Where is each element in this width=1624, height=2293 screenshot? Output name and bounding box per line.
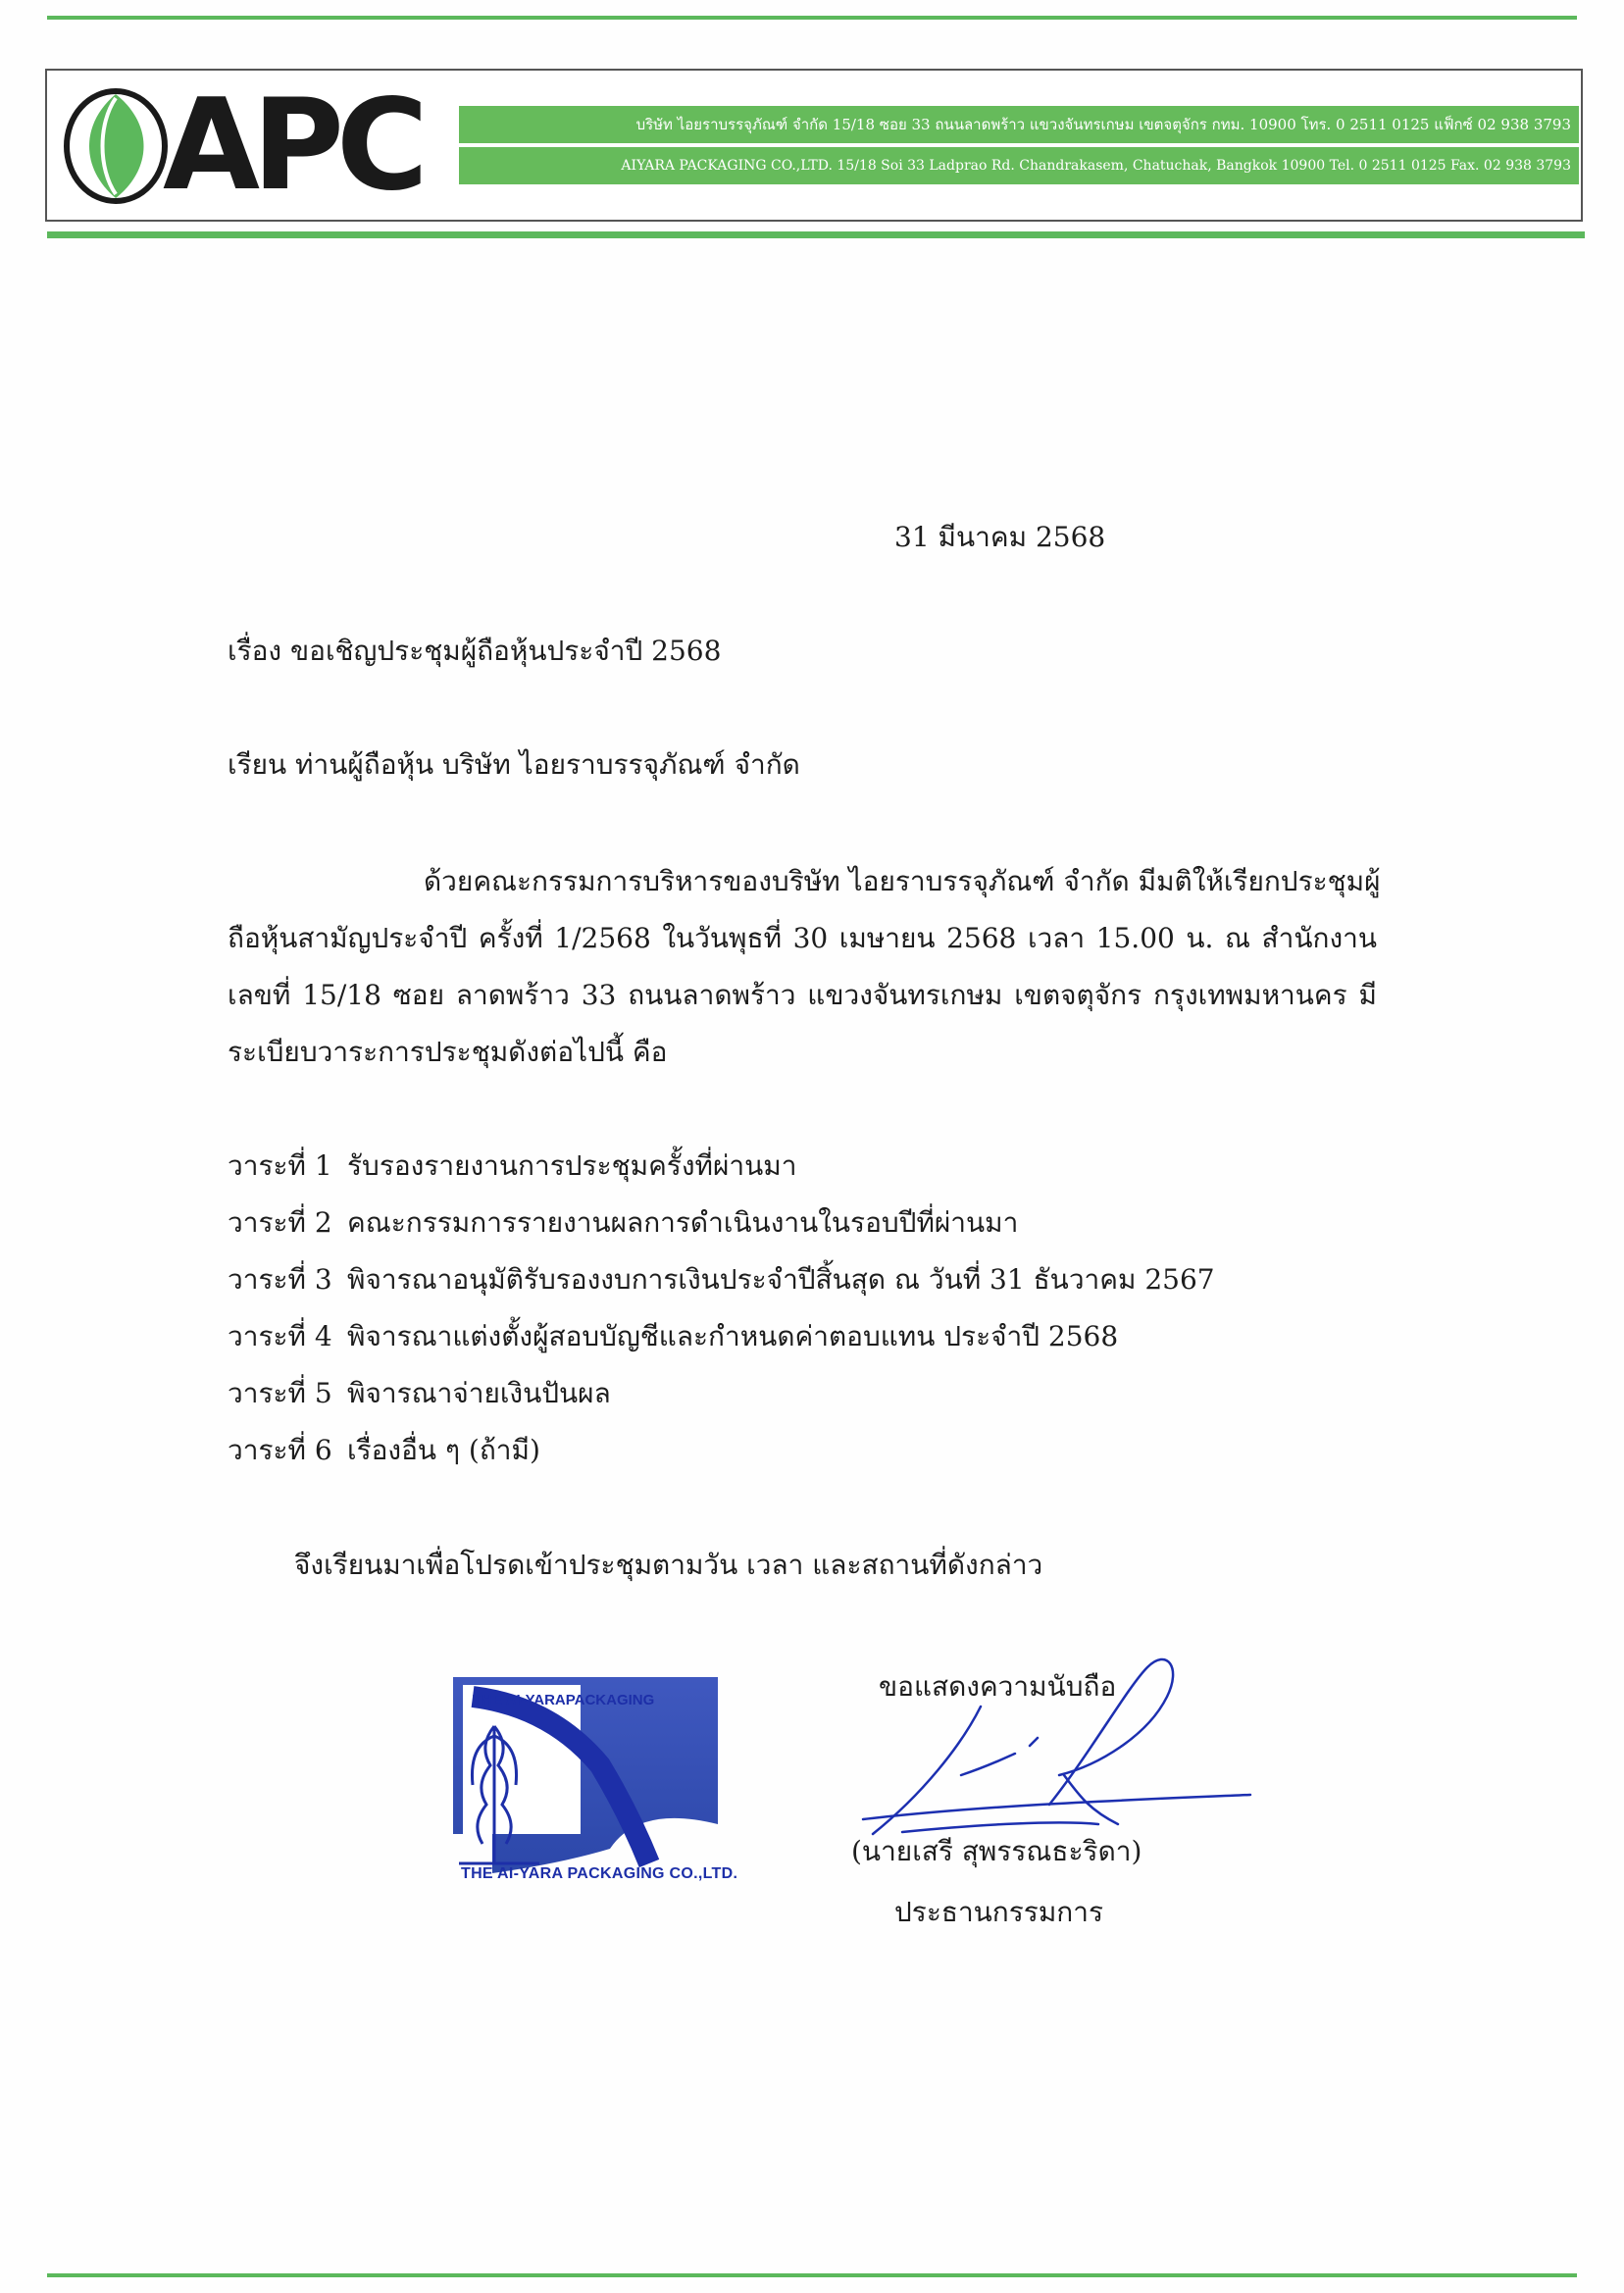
agenda-number: วาระที่ 5: [228, 1377, 332, 1409]
agenda-number: วาระที่ 2: [228, 1206, 332, 1239]
handwritten-signature: [843, 1628, 1255, 1854]
agenda-text: คณะกรรมการรายงานผลการดำเนินงานในรอบปีที่ผ่านมา: [347, 1206, 1019, 1239]
agenda-text: พิจารณาอนุมัติรับรองงบการเงินประจำปีสิ้นสุด ณ วันที่ 31 ธันวาคม 2567: [347, 1263, 1215, 1296]
signer-title: ประธานกรรมการ: [894, 1896, 1104, 1928]
company-address-box: [459, 106, 1579, 184]
agenda-item: [228, 1365, 1215, 1422]
bottom-rule: [47, 2273, 1577, 2277]
stamp-caption: THE AI-YARA PACKAGING CO.,LTD.: [461, 1865, 738, 1882]
agenda-item: [228, 1195, 1215, 1251]
agenda-item: [228, 1251, 1215, 1308]
letterhead: [45, 69, 1583, 222]
body-line: ถือหุ้นสามัญประจำปี ครั้งที่ 1/2568 ในวันพุธที่ 30 เมษายน 2568 เวลา 15.00 น. ณ สำนักงาน: [228, 922, 1377, 954]
body-line: เลขที่ 15/18 ซอย ลาดพร้าว 33 ถนนลาดพร้าว แขวงจันทรเกษม เขตจตุจักร กรุงเทพมหานคร มี: [228, 979, 1377, 1011]
agenda-number: วาระที่ 1: [228, 1149, 332, 1182]
stamp-arc-text: THE AI-YARAPACKAGING: [473, 1692, 655, 1708]
letterhead-band: [47, 231, 1585, 238]
top-rule: [47, 16, 1577, 20]
signer-name: (นายเสรี สุพรรณธะริดา): [851, 1835, 1142, 1867]
company-address-thai: บริษัท ไอยราบรรจุภัณฑ์ จำกัด 15/18 ซอย 33 ถนนลาดพร้าว แขวงจันทรเกษม เขตจตุจักร กทม. 10900 โทร. 0 2511 0125 แฟ็กซ์ 02 938 3793: [459, 106, 1579, 143]
agenda-number: วาระที่ 4: [228, 1320, 332, 1352]
body-line: ระเบียบวาระการประชุมดังต่อไปนี้ คือ: [228, 1036, 668, 1068]
letter-date: 31 มีนาคม 2568: [894, 521, 1106, 553]
agenda-text: พิจารณาแต่งตั้งผู้สอบบัญชีและกำหนดค่าตอบแทน ประจำปี 2568: [347, 1320, 1119, 1352]
company-address-english: AIYARA PACKAGING CO.,LTD. 15/18 Soi 33 Ladprao Rd. Chandrakasem, Chatuchak, Bangkok 10900 Tel. 0 2511 0125 Fax. 02 938 3793: [459, 147, 1579, 184]
agenda-item: [228, 1422, 1215, 1479]
leaf-logo-icon: [59, 84, 175, 208]
regards-text: ขอแสดงความนับถือ: [879, 1670, 1117, 1703]
letter-salutation: เรียน ท่านผู้ถือหุ้น บริษัท ไอยราบรรจุภัณฑ์ จำกัด: [228, 748, 800, 781]
letter-subject: เรื่อง ขอเชิญประชุมผู้ถือหุ้นประจำปี 2568: [228, 635, 722, 667]
logo-wordmark: APC: [163, 73, 421, 219]
body-line: ด้วยคณะกรรมการบริหารของบริษัท ไอยราบรรจุภัณฑ์ จำกัด มีมติให้เรียกประชุมผู้: [424, 865, 1381, 897]
agenda-text: รับรองรายงานการประชุมครั้งที่ผ่านมา: [347, 1149, 797, 1182]
agenda-text: พิจารณาจ่ายเงินปันผล: [347, 1377, 611, 1409]
agenda-item: [228, 1138, 1215, 1195]
company-stamp: [453, 1667, 728, 1893]
agenda-item: [228, 1308, 1215, 1365]
agenda-number: วาระที่ 6: [228, 1434, 332, 1466]
agenda-number: วาระที่ 3: [228, 1263, 332, 1296]
closing-sentence: จึงเรียนมาเพื่อโปรดเข้าประชุมตามวัน เวลา และสถานที่ดังกล่าว: [294, 1549, 1043, 1581]
agenda-text: เรื่องอื่น ๆ (ถ้ามี): [347, 1434, 540, 1466]
agenda-list: [228, 1138, 1215, 1479]
